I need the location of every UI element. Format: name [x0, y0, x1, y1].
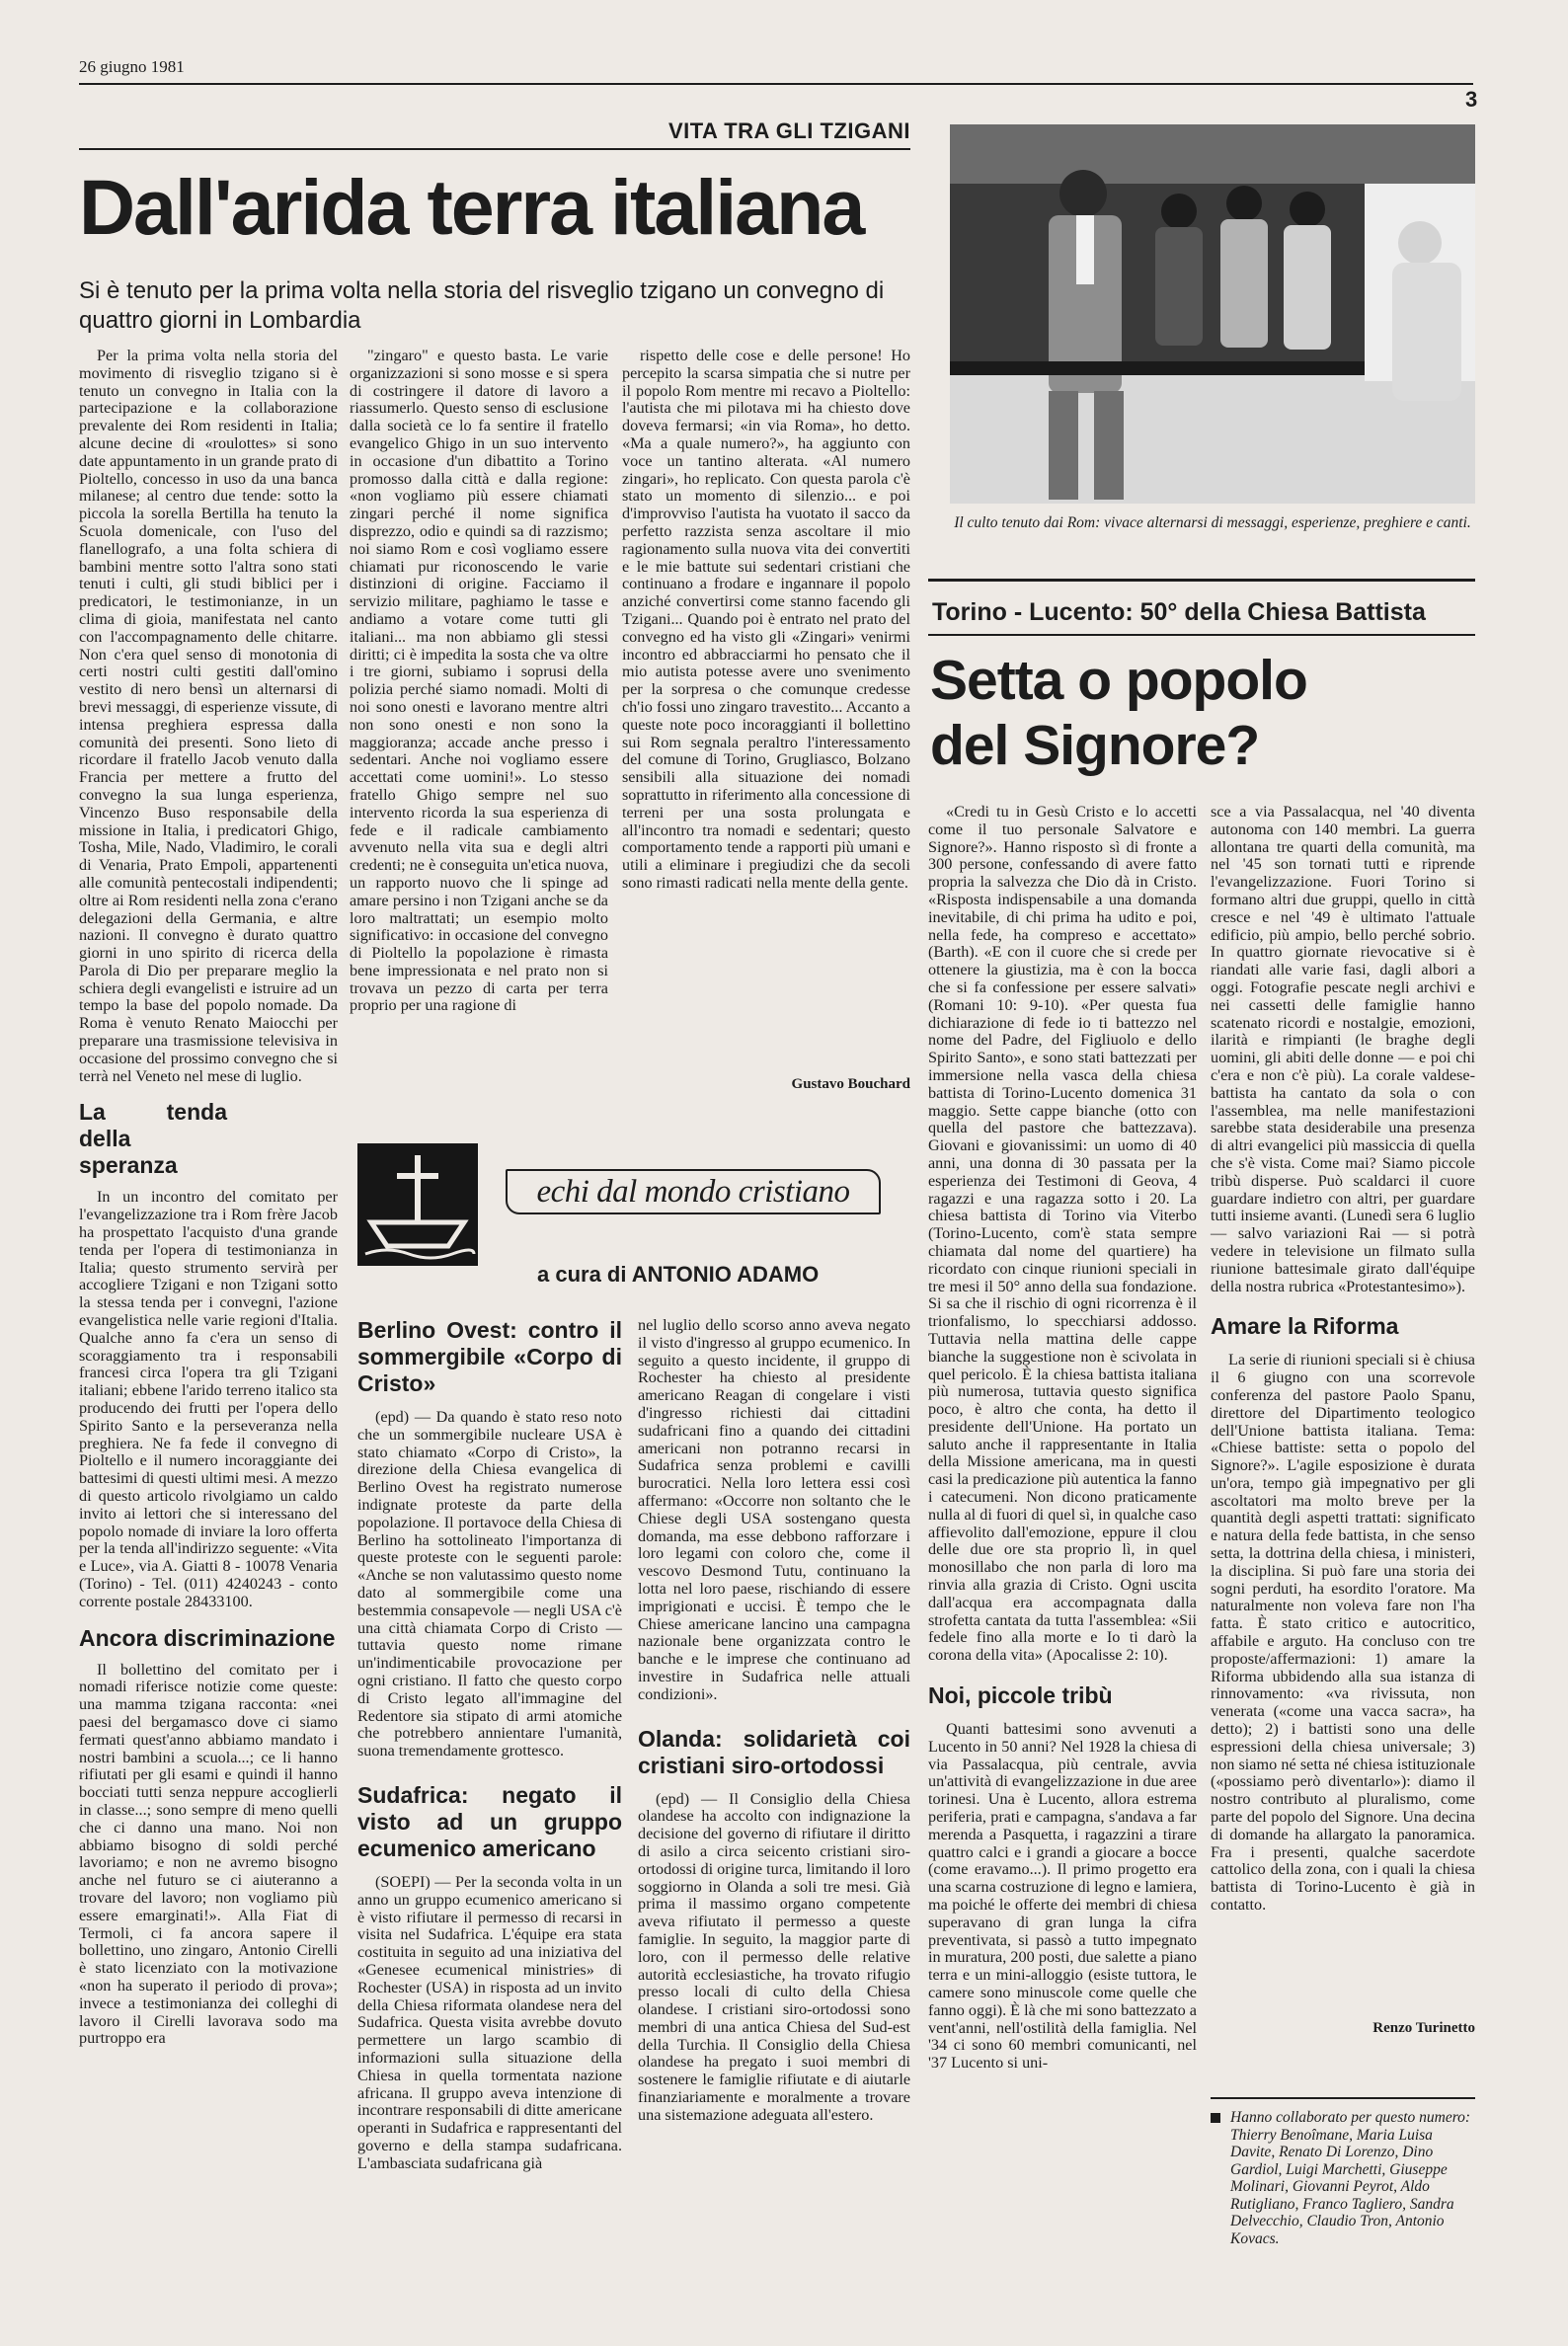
- lead-standfirst: Si è tenuto per la prima volta nella storia del risveglio tzigano un convegno di quattro giorni in Lombardia: [79, 277, 885, 334]
- lead-column-3: [622, 348, 910, 1060]
- torino-text-2: sce a via Passalacqua, nel '40 diventa autonoma con 140 membri. La guerra allontana tre quarti della comunità, ma nel '45 son tornati tutti e riprende l'evangelizzazione. Fuori Torino si formano altri due gruppi, quello in città cresce e nel '49 è ultimato l'attuale edificio, più ampio, bello perché sobrio. In quattro giornate rievocative si è riandati alle varie fasi, dagli albori a oggi. Fotografie pescate negli archivi e nei cassetti delle famiglie hanno scatenato ricordi e nostalgie, emozioni, ilarità e rimpianti (le braghe degli uomini, gli abiti delle donne — e poi chi c'era e non c'è più). La corale valdese-battista ha cantato da sola o con l'assemblea, ma nelle manifestazioni sarebbe stata desiderabile una presenza di altri evangelici più massiccia di quella che s'è vista. Come mai? Siamo piccole tribù disperse. Può scaldarci il cuore guardare indietro con altri, per guardare tutti insieme avanti. (Lunedì sera 6 luglio — salvo variazioni Rai — si potrà vedere in televisione un filmato sulla riunione battesimale girato dall'équipe della nostra rubrica «Protestantesimo»).: [1211, 803, 1475, 1295]
- subhead-discriminazione: Ancora discriminazione: [79, 1624, 336, 1651]
- lead-column-2: [350, 348, 608, 1096]
- torino-kicker: Torino - Lucento: 50° della Chiesa Battista: [932, 598, 1426, 626]
- rubric-logo: [357, 1143, 478, 1266]
- torino-headline: Setta o popolo del Signore?: [930, 649, 1307, 777]
- torino-kicker-rule: [928, 634, 1475, 636]
- lead-column-1: [79, 347, 338, 2048]
- rubric-title-box: [506, 1169, 881, 1214]
- lead-author: Gustavo Bouchard: [791, 1076, 910, 1092]
- subhead-riforma: Amare la Riforma: [1211, 1313, 1399, 1340]
- header-rule: [79, 83, 1473, 85]
- worship-photo: [950, 124, 1475, 504]
- rubric-column-1: [357, 1317, 622, 2314]
- torino-text-1: «Credi tu in Gesù Cristo e lo accetti come il tuo personale Salvatore e Signore?». Hanno risposto sì di fronte a 300 persone, confessando di avere fatto propria la salvezza che Dio dà in Cristo. «Risposta indispensabile a una domanda inevitabile, di chi prima ha udito e poi, nella fede, ha compreso e accettato» (Barth). «E con il cuore che si crede per ottenere la giustizia, ma è con la bocca che si fa confessione per essere salvati» (Romani 10: 9-10). «Per questa fua dichiarazione di fede io ti battezzo nel nome del Padre, del Figliuolo e dello Spirito Santo», e sono stati battezzati per immersione nella vasca della chiesa battista di Torino-Lucento domenica 31 maggio. Sette cappe bianche (otto con quella del pastore che battezzava). Giovani e giovanissimi: un uomo di 40 anni, una donna di 30 passata per la esperienza dei Testimoni di Geova, 4 ragazzi e una ragazza sotto i 20. La chiesa battista di Torino via Viterbo (Torino-Lucento, com'è stata sempre chiamata dal nome del quartiere) ha ricordato con cinque riunioni speciali in tre mesi il 50° anno della sua fondazione. Si sa che il rischio di ogni ricorrenza è il trionfalismo, lo specchiarsi addosso. Tuttavia nella mattina delle cappe bianche la suggestione non è scivolata in quel pericolo. È la chiesa battista italiana più numerosa, tuttavia questo significa poco, è altro che conta, ha detto il presidente dell'Unione. Ha portato un saluto anche il rappresentante in Italia della Missione americana, ma in questi casi la predicazione più autentica la fanno i catecumeni. Non dicono praticamente nulla al di fuori di quel sì, in qualche caso affievolito dall'emozione, eppure il clou delle due ore sta proprio lì, in quel monosillabo che non parla di loro ma rinvia alla grazia di Cristo. Ogni uscita dall'acqua era accompagnata dalla strofetta cantata da tutta l'assemblea: «Sii fedele fino alla morte e Io ti darò la corona della vita» (Apocalisse 2: 10).: [928, 803, 1197, 1665]
- lead-headline: Dall'arida terra italiana: [79, 163, 864, 251]
- lead-text-1: Per la prima volta nella storia del movimento di risveglio tzigano si è tenuto un convegno in Italia con la partecipazione e la collaborazione prevalente dei Rom residenti in Italia; alcune decine di «roulottes» si sono date appuntamento in un grande prato di Pioltello, concesso in uso da una banca milanese; al centro due tende: sotto la piccola la sorella Bertilla ha tenuto la Scuola domenicale, con l'uso del flanellografo, a una folta schiera di bambini mentre sotto l'altra sono stati tenuti i culti, gli studi biblici per i predicatori, le testimonianze, in un clima di gioia, manifestata nel canto con l'accompagnamento delle chitarre. Non c'era quel senso di monotonia di certi nostri culti gestiti dall'omino vestito di nero bensì un alternarsi di brevi messaggi, di esperienze vissute, di intensa preghiera espressa dalla comunità dei presenti. Sono lieto di ricordare il fratello Jacob venuto dalla Francia per mettere a frutto del convegno la sua lunga esperienza, Vincenzo Buso responsabile della missione in Italia, i predicatori Ghigo, Tosha, Mile, Nado, Vladimiro, le corali di Venaria, Prato Empoli, appartenenti alle comunità pentecostali indipendenti; oltre ai Rom residenti nella zona c'erano delegazioni della Germania, e altre nazioni. Il convegno è durato quattro giorni in uno spirito di ricerca della Parola di Dio per preparare meglio la schiera degli evangelisti e istruire ad un tempo la base del popolo nomade. Da Roma è venuto Renato Maiocchi per preparare una trasmissione televisiva in occasione del prossimo convegno che si terrà nel Veneto nel mese di luglio.: [79, 347, 338, 1085]
- text-sudafrica-cont: nel luglio dello scorso anno aveva negato il visto d'ingresso al gruppo ecumenico. In seguito a questo incidente, il gruppo di Rochester ha chiesto al presidente americano Reagan di congelare i visti d'ingresso richiesti dai cittadini sudafricani fino a quando dei cittadini americani non potranno recarsi in Sudafrica senza problemi e cavilli burocratici. Nella loro lettera essi così affermano: «Occorre non soltanto che le Chiese degli USA sostengano questa domanda, ma esse debbono rafforzare i loro legami con coloro che, come il vescovo Desmond Tutu, continuano la lotta nel loro paese, rischiando di essere imprigionati e uccisi. È tempo che le Chiese americane lancino una campagna nazionale bene organizzata contro le banche e le imprese che continuano ad investire in Sudafrica nelle attuali condizioni».: [638, 1316, 910, 1703]
- lead-text-1c: Il bollettino del comitato per i nomadi riferisce notizie come queste: una mamma tzigana racconta: «nei paesi del bergamasco dove ci siamo fermati quest'anno abbiamo mandato i nostri bambini a scuola...; ce li hanno rifiutati per gli esami e quindi il hanno bocciati tutti senza neppure accoglierli in classe...; sono sempre di meno quelli che ci danno una mano. Noi non abbiamo bisogno di soldi perché lavoriamo; e non ne avremo bisogno anche nel futuro se ci aiuteranno a trovare del lavoro; non vogliamo più essere emarginati!». Alla Fiat di Termoli, ci fa ancora sapere il bollettino, uno zingaro, Antonio Cirelli è stato licenziato con la motivazione «non ha superato il periodo di prova»; invece a testimonianza dei colleghi di lavoro il Cirelli lavorava sodo ma purtroppo era: [79, 1660, 338, 2048]
- lead-text-1b: In un incontro del comitato per l'evangelizzazione tra i Rom frère Jacob ha prospettato l'acquisto d'una grande tenda per l'opera di testimonianza in Italia; questo strumento servirà per accogliere Tzigani e non Tzigani sotto la stessa tenda per i convegni, l'azione evangelistica nelle varie regioni d'Italia. Qualche anno fa c'era un senso di scoraggiamento tra i responsabili francesi circa l'opera tra gli Tzigani italiani; ebbene l'arido terreno italico sta producendo dei frutti per l'opera dello Spirito Santo e la perseveranza nella preghiera. Ne fa fede il convegno di Pioltello e il numero incoraggiante dei battesimi di questi ultimi mesi. A mezzo di questo articolo rivolgiamo un caldo invito ai lettori che si interessano del popolo nomade di inviare la loro offerta per la tenda all'indirizzo seguente: «Vita e Luce», via A. Giatti 8 - 10078 Venaria (Torino) - Tel. (011) 4240243 - conto corrente postale 28433100.: [79, 1188, 338, 1610]
- photo-caption: Il culto tenuto dai Rom: vivace alternarsi di messaggi, esperienze, preghiere e canti.: [954, 514, 1471, 531]
- torino-column-1: [928, 804, 1197, 2316]
- credits-text: Hanno collaborato per questo numero: Thierry Benoîmane, Maria Luisa Davite, Renato Di Lorenzo, Dino Gardiol, Luigi Marchetti, Giuseppe Molinari, Giovanni Peyrot, Aldo Rutigliano, Franco Tagliero, Sandra Delvecchio, Claudio Tron, Antonio Kovacs.: [1230, 2109, 1471, 2247]
- torino-column-2: [1211, 804, 1475, 2008]
- torino-text-1b: Quanti battesimi sono avvenuti a Lucento in 50 anni? Nel 1928 la chiesa di via Passalacqua, più centrale, avvia un'attività di evangelizzazione in due aree torinesi. Una è Lucento, allora estrema periferia, prati e campagna, s'andava a far merenda a Pasquetta, i ragazzini a tirare quattro calci e i grandi a giocare a bocce (come eravamo...). Il primo progetto era una scarna costruzione di legno e lamiera, ma poiché le offerte dei membri di chiesa superavano di gran lunga la cifra preventivata, si passò a tutto impegnato in muratura, 200 posti, due salette a piano terra e un mini-alloggio (esiste tuttora, le camere sono minuscole come quelle che fanno oggi). È là che mi sono battezzato a vent'anni, nell'ostilità della famiglia. Nel '34 ci sono 60 membri comunicanti, nel '37 Lucento si uni-: [928, 1720, 1197, 2072]
- torino-author: Renzo Turinetto: [1372, 2020, 1475, 2036]
- cross-boat-icon: [357, 1143, 478, 1266]
- headline-sudafrica: Sudafrica: negato il visto ad un gruppo ecumenico americano: [357, 1781, 622, 1861]
- text-sudafrica: (SOEPI) — Per la seconda volta in un anno un gruppo ecumenico americano si è visto rifiutare il permesso di recarsi in visita nel Sudafrica. L'équipe era stata costituita in seguito ad una iniziativa del «Genesee ecumenical ministries» di Rochester (USA) in risposta ad un invito della Chiesa riformata olandese nera del Sudafrica. Questa visita avrebbe dovuto permettere un largo scambio di informazioni sulla situazione della Chiesa in quella tormentata nazione africana. Il gruppo aveva intenzione di incontrare responsabili di ditte americane operanti in Sudafrica e rappresentanti del governo e della stampa sudafricana. L'ambasciata sudafricana già: [357, 1872, 622, 2172]
- subhead-tenda: La tenda della speranza: [79, 1099, 227, 1179]
- lead-text-3: rispetto delle cose e delle persone! Ho percepito la scarsa simpatia che si nutre per il popolo Rom mentre mi recavo a Pioltello: l'autista che mi pilotava mi ha chiesto dove doveva fermarsi; «in via Roma», ho detto. «Ma a quale numero?», ha aggiunto con voce un tantino alterata. «Al numero zingari», ho replicato. Con questa parola c'è stato un momento di silenzio... e poi d'improvviso l'autista ha vuotato il sacco da perfetto razzista senza ascoltare il mio ragionamento sulla nuova vita dei convertiti e le mie battute sui sedentari cristiani che continuano a frodare e ingannare il popolo anziché convertirsi come stanno facendo gli Tzigani... Quando poi è entrato nel prato del convegno ed ha visto gli «Zingari» venirmi incontro ed abbracciarmi ho pensato che il mio autista potesse avere uno svenimento per la sorpresa o che comunque credesse ch'io fossi uno zingaro travestito... Accanto a queste note poco incoraggianti il bollettino sui Rom segnala peraltro l'interessamento del comune di Torino, Grugliasco, Bolzano sensibili alla situazione dei nomadi soprattutto in riferimento alla concessione di terreni per una sosta prolungata e all'incontro tra nomadi e sedentari; questo comportamento tende a rapporti più umani e utili a eliminare i pregiudizi che da secoli sono rimasti radicati nella mente della gente.: [622, 347, 910, 892]
- lead-text-2: "zingaro" e questo basta. Le varie organizzazioni si sono mosse e si spera di costringere il datore di lavoro a riassumerlo. Questo senso di esclusione dalla società ce lo fa sentire il fratello evangelico Ghigo in un suo intervento in occasione d'un dibattito a Torino promosso dalla città e dalla regione: «non vogliamo più essere chiamati zingari perché il nome significa disprezzo, odio e quindi sa di razzismo; noi siamo Rom e così vogliamo essere chiamati pur riconoscendo le varie distinzioni di origine. Facciamo il servizio militare, paghiamo le tasse e andiamo a votare come tutti gli italiani... ma non abbiamo gli stessi diritti; ci è impedita la sosta che va oltre i tre giorni, subiamo i soprusi della polizia perché siamo nomadi. Molti di noi sono onesti e lavorano mentre altri non sono onesti e non sono la maggioranza; accade anche presso i sedentari. Anche noi vogliamo essere accettati come uomini!». Lo stesso fratello Ghigo sempre nel suo intervento ricorda la sua esperienza di fede e il radicale cambiamento avvenuto nella vita sua e degli altri credenti; ne è conseguita un'etica nuova, un rapporto nuovo che li spinge ad amare persino i non Tzigani anche se da loro maltrattati; un esempio molto significativo: in occasione del convegno di Pioltello la popolazione è rimasta bene impressionata e nel prato non si trovava un pezzo di carta per terra proprio per una ragione di: [350, 347, 608, 1015]
- rubric-column-2: [638, 1317, 910, 2314]
- text-olanda: (epd) — Il Consiglio della Chiesa olandese ha accolto con indignazione la decisione del governo di rifiutare il diritto di asilo a circa seicento cristiani siro-ortodossi di origine turca, limitando il loro soggiorno in Olanda a soli tre mesi. Già prima il massimo organo competente aveva rifiutato il permesso a queste famiglie. In seguito, la maggior parte di loro, con il permesso delle relative autorità ecclesiastiche, ha trovato rifugio presso locali di culto della Chiesa olandese. I cristiani siro-ortodossi sono membri di una antica Chiesa del Sud-est della Turchia. Il Consiglio della Chiesa olandese ha pregato i suoi membri di sostenere le famiglie rifiutate e di aiutarle finanziariamente e moralmente a trovare una sistemazione adeguata all'estero.: [638, 1789, 910, 2124]
- section-label: VITA TRA GLI TZIGANI: [667, 118, 910, 143]
- credits-rule: [1211, 2097, 1475, 2099]
- subhead-tribu: Noi, piccole tribù: [928, 1682, 1113, 1709]
- worship-photo-drawing: [950, 124, 1475, 504]
- rubric-editor: a cura di ANTONIO ADAMO: [537, 1262, 820, 1287]
- rubric-title: echi dal mondo cristiano: [536, 1174, 850, 1210]
- torino-top-rule: [928, 579, 1475, 582]
- bullet-square-icon: [1211, 2113, 1220, 2123]
- page-number: 3: [1465, 87, 1478, 112]
- issue-date: 26 giugno 1981: [79, 57, 185, 76]
- section-rule: [79, 148, 910, 150]
- text-berlino: (epd) — Da quando è stato reso noto che un sommergibile nucleare USA è stato chiamato «Corpo di Cristo», la direzione della Chiesa evangelica di Berlino Ovest ha registrato numerose indignate proteste da parte della popolazione. Il portavoce della Chiesa di Berlino ha sottolineato l'importanza di queste proteste con le seguenti parole: «Anche se non valutassimo questo nome dato al sommergibile come una bestemmia consapevole — negli USA c'è una città chiamata Corpo di Cristo — tuttavia questo nome rimane un'indimenticabile provocazione per ogni cristiano. Il fatto che questo corpo di Cristo legato all'immagine del Redentore sia stipato di armi atomiche che potrebbero annientare l'umanità, suona tremendamente grottesco.: [357, 1408, 622, 1760]
- headline-berlino: Berlino Ovest: contro il sommergibile «Corpo di Cristo»: [357, 1317, 622, 1396]
- credits-box: [1211, 2109, 1475, 2247]
- torino-text-2b: La serie di riunioni speciali si è chiusa il 6 giugno con una scorrevole conferenza del pastore Paolo Spanu, direttore del Dipartimento teologico dell'Unione battista italiana. Tema: «Chiese battiste: setta o popolo del Signore?». L'agile esposizione è durata un'ora, tempo già impegnativo per gli ascoltatori ma molto breve per la quantità degli aspetti trattati: significato e natura della fede battista, in che senso setta, la dottrina della chiesa, i ministeri, la disciplina. Si può fare una storia dei sogni perduti, ha esordito l'oratore. Ma naturalmente non voleva fare non l'ha fatta. È stato critico e autocritico, affabile e arguto. Ha concluso con tre proposte/affermazioni: 1) amare la Riforma ubbidendo alla sua istanza di rinnovamento: «va rivissuta, non venerata («come una vacca sacra», ha detto); 2) i battisti sono una delle espressioni della chiesa universale; 3) non siamo né setta né chiesa istituzionale («possiamo però diventarlo»): diamo il nostro contributo al pluralismo, come parte del popolo del Signore. Una decina di domande ha allargato la panoramica. Fra i presenti, qualche sacerdote cattolico della zona, con i quali la chiesa battista di Torino-Lucento è già in contatto.: [1211, 1351, 1475, 1915]
- headline-olanda: Olanda: solidarietà coi cristiani siro-ortodossi: [638, 1725, 910, 1778]
